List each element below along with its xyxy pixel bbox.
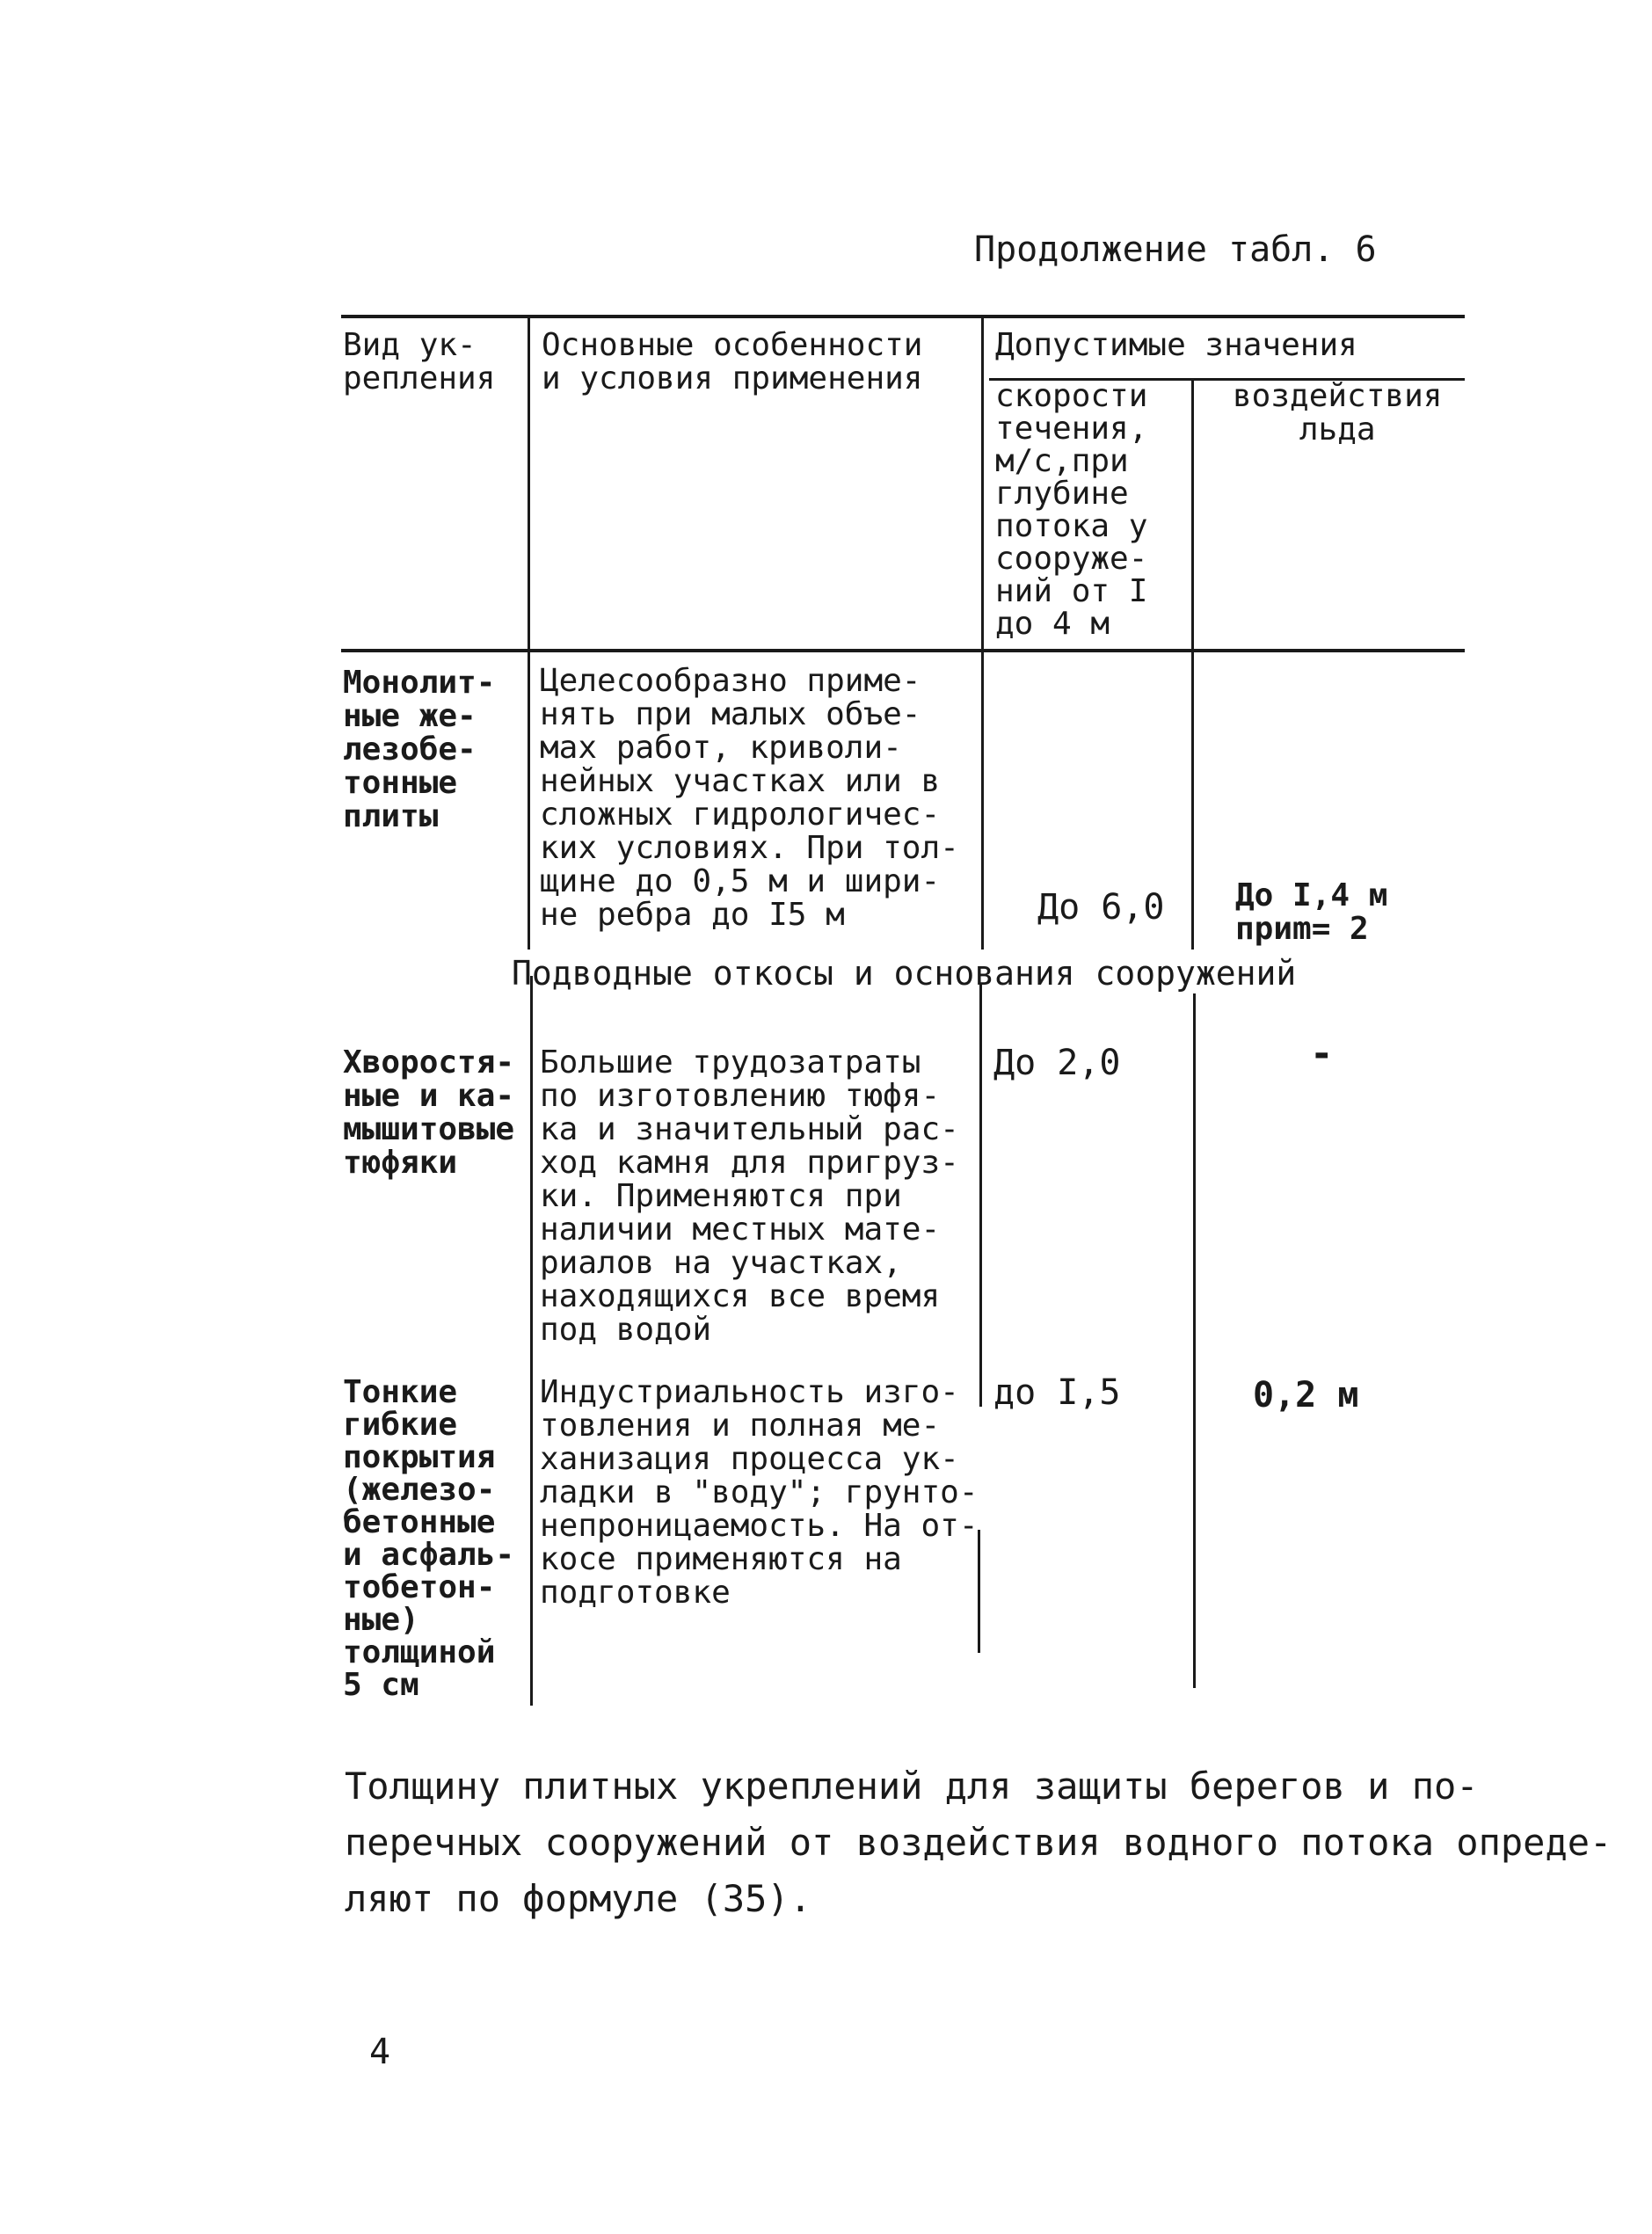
col-divider-1-upper <box>528 317 530 950</box>
row2-ice: - <box>1310 1031 1334 1076</box>
header-type: Вид ук- репления <box>343 327 496 397</box>
header-features: Основные особенности и условия применения <box>542 327 923 397</box>
row2-type: Хворостя- ные и ка- мышитовые тюфяки <box>343 1044 515 1181</box>
page-number: 4 <box>369 2032 391 2072</box>
table-top-rule <box>341 315 1465 318</box>
col-divider-3-lower <box>1193 993 1196 1688</box>
row3-type: Тонкие гибкие покрытия (железо- бетонные и асфаль- тобетон- ные) толщиной 5 см <box>343 1374 515 1703</box>
header-allowed-values: Допустимые значения <box>995 327 1357 363</box>
row1-velocity: До 6,0 <box>1037 887 1165 928</box>
col-divider-2-lower <box>979 985 982 1407</box>
body-paragraph: Толщину плитных укреплений для защиты берегов и по- перечных сооружений от воздействия водного потока опреде- ляют по формуле (35). <box>345 1765 1612 1920</box>
col-divider-2-upper <box>981 317 984 950</box>
row3-features: Индустриальность изго- товления и полная ме- ханизация процесса ук- ладки в "воду"; грунто- непроницаемость. На от- косе применяются на подготовке <box>540 1374 979 1611</box>
col-divider-3-upper <box>1191 380 1194 950</box>
header-bottom-rule <box>341 649 1465 652</box>
row2-features: Большие трудозатраты по изготовлению тюфя- ка и значительный рас- ход камня для пригруз- ки. Применяются при наличии местных мате- риалов на участках, находящихся все время под водой <box>540 1044 959 1348</box>
col-divider-1-lower <box>530 976 533 1706</box>
table-caption: Продолжение табл. 6 <box>974 229 1377 270</box>
row3-ice: 0,2 м <box>1253 1375 1359 1415</box>
row1-features: Целесообразно приме- нять при малых объе- мах работ, криволи- нейных участках или в сложных гидрологичес- ких условиях. При тол- щине до 0,5 м и шири- не ребра до I5 м <box>540 663 959 933</box>
row3-velocity: до I,5 <box>993 1372 1121 1413</box>
header-ice: воздействия льда <box>1233 378 1443 448</box>
header-velocity: скорости течения, м/с,при глубине потока у сооруже- ний от I до 4 м <box>995 378 1148 642</box>
row2-velocity: До 2,0 <box>993 1043 1121 1083</box>
row1-type: Монолит- ные же- лезобе- тонные плиты <box>343 665 496 834</box>
section-heading: Подводные откосы и основания сооружений <box>512 954 1297 993</box>
row1-ice: До I,4 м приm= 2 <box>1235 877 1388 947</box>
